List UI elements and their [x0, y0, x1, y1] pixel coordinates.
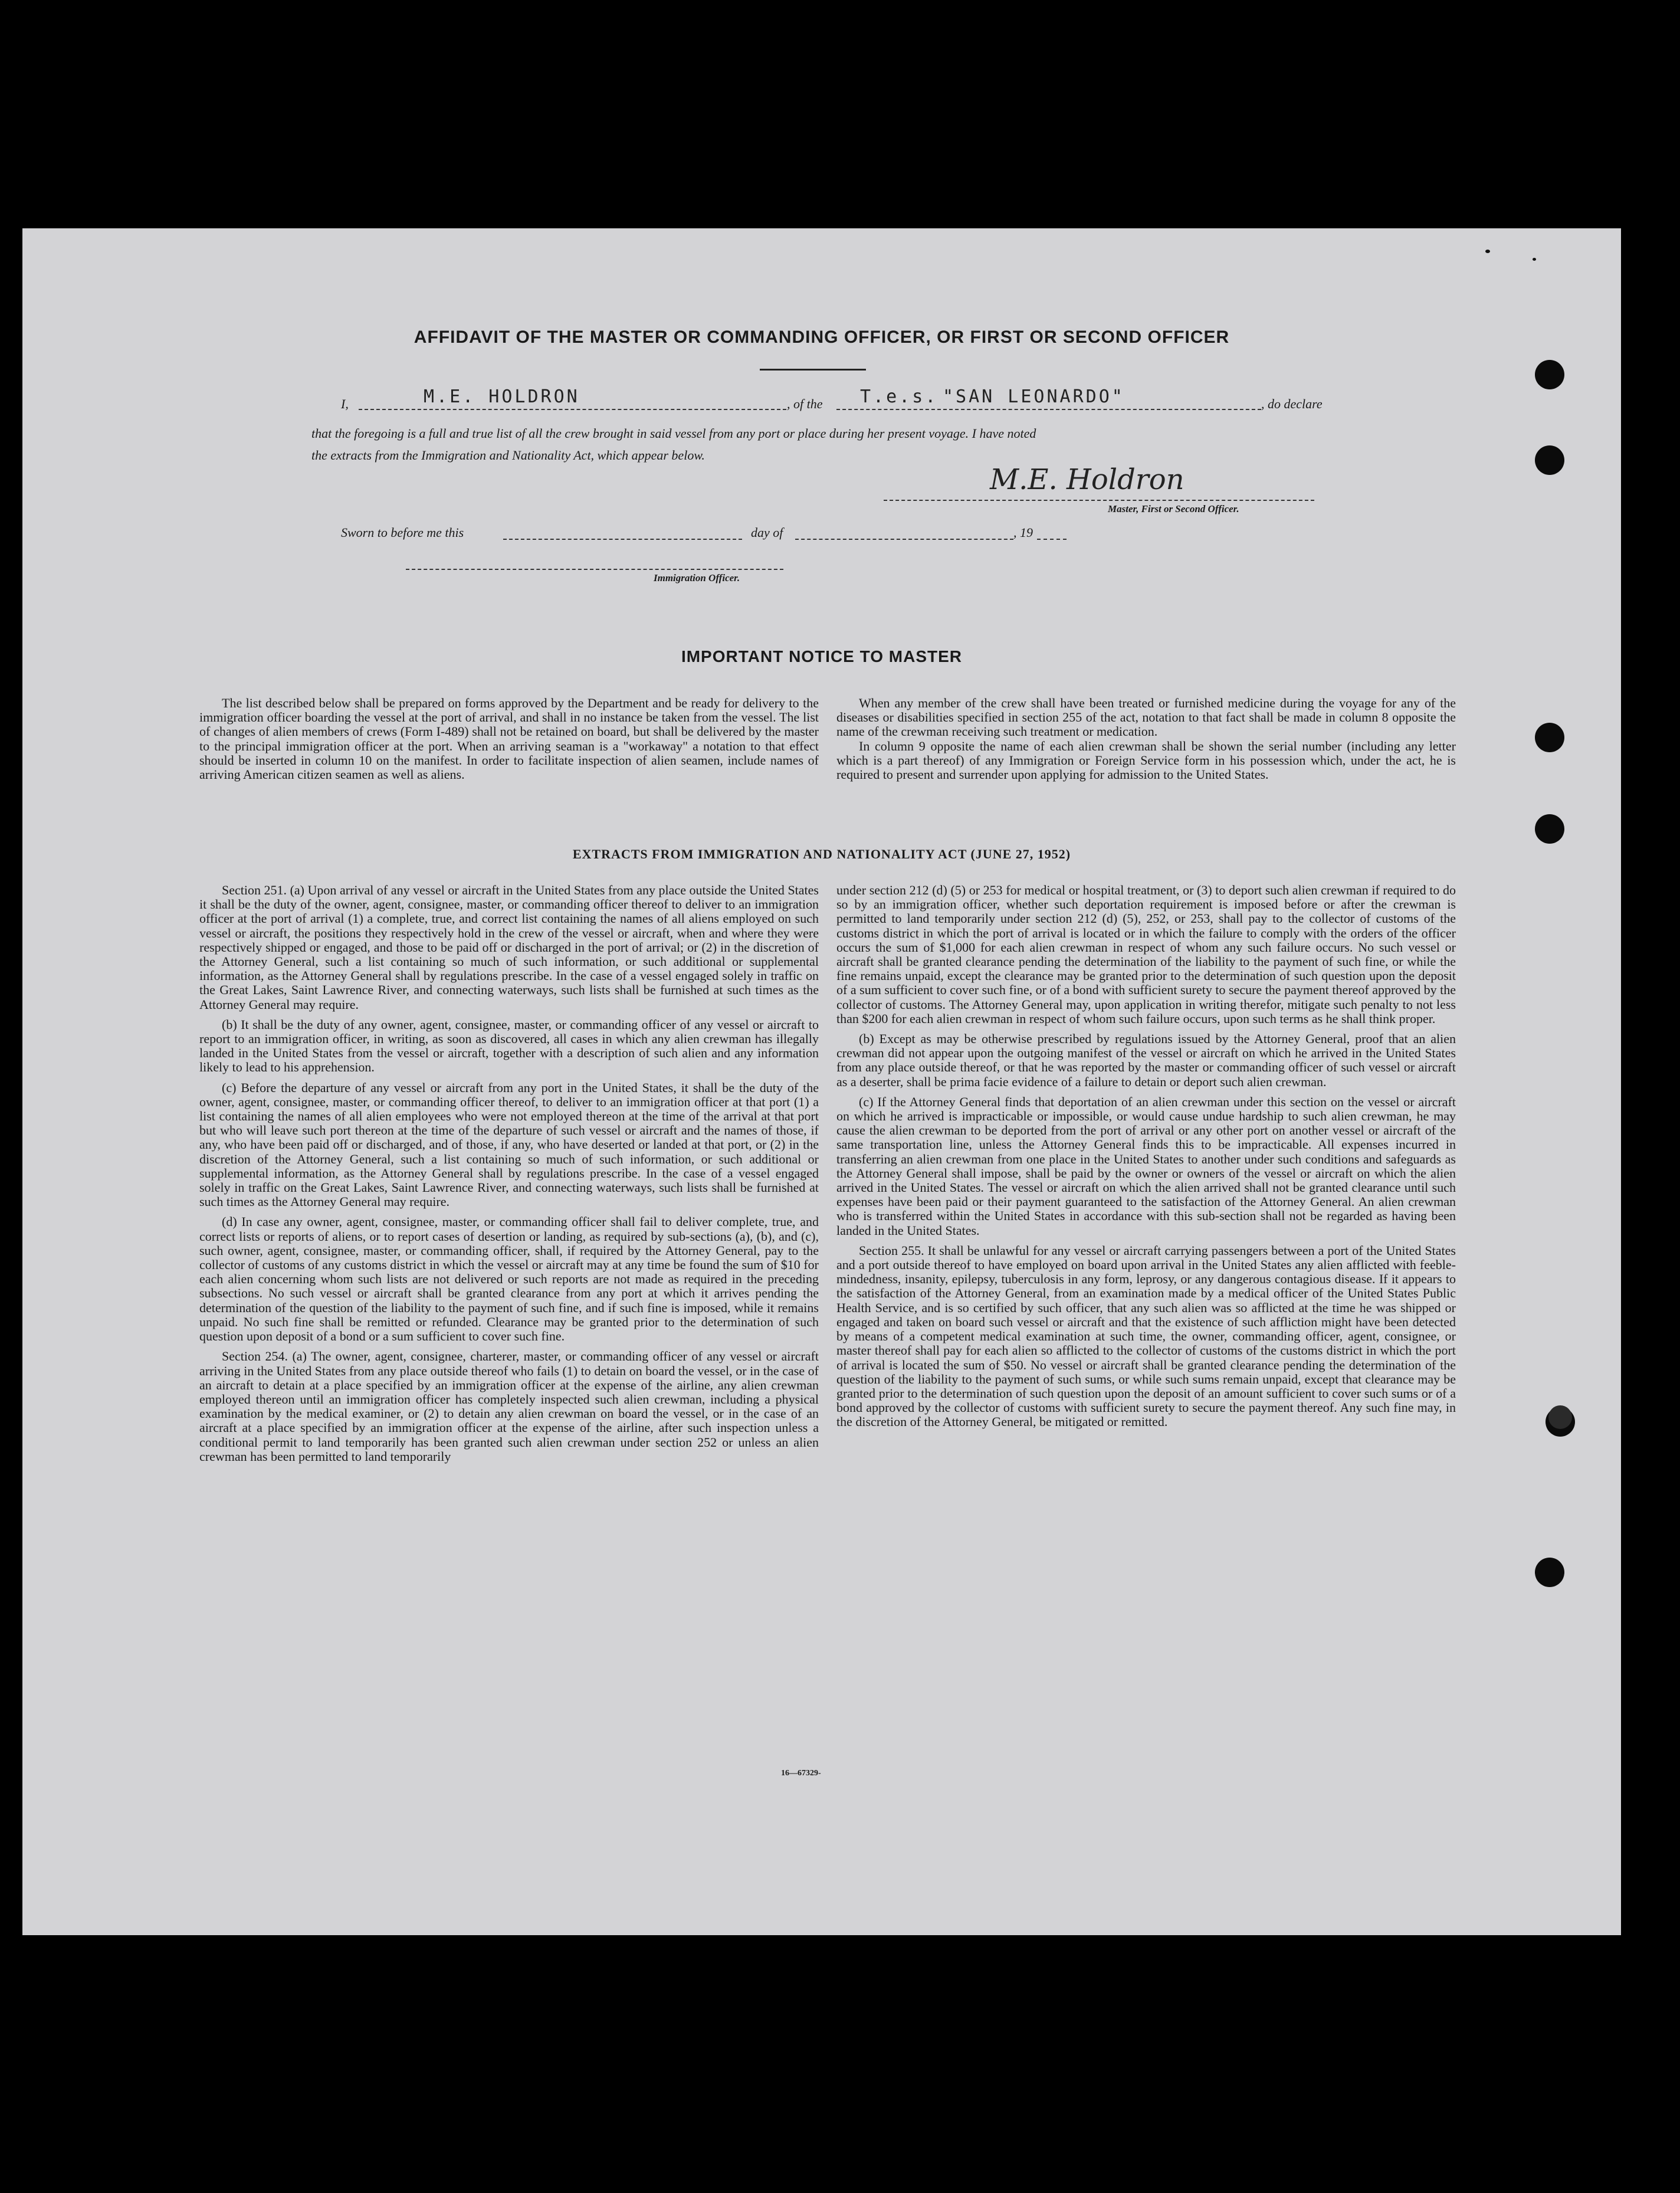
sworn-year-line: [1037, 539, 1067, 540]
affidavit-title: AFFIDAVIT OF THE MASTER OR COMMANDING OFFICER, OR FIRST OR SECOND OFFICER: [414, 327, 1230, 347]
sworn-label: Sworn to before me this: [341, 525, 464, 540]
notice-left-column: [199, 696, 819, 782]
extracts-title: EXTRACTS FROM IMMIGRATION AND NATIONALITY ACT (JUNE 27, 1952): [572, 847, 1071, 861]
binder-hole: [1535, 1558, 1564, 1587]
master-name: M.E. HOLDRON: [424, 386, 580, 407]
binder-hole: [1535, 723, 1564, 752]
officer-caption: Immigration Officer.: [654, 572, 740, 584]
section-254-b: (b) Except as may be otherwise prescribed by regulations issued by the Attorney General, proof that an alien crewman did not appear upon the outgoing manifest of the vessel or aircraft on which he arrived in the United States from any place outside thereof, or that he was reported by the master or commanding officer of such vessel or aircraft as a deserter, shall be prima facie evidence of a failure to detain or deport such alien crewman.: [836, 1031, 1456, 1089]
sworn-month-line: [795, 539, 1013, 540]
binder-hole: [1535, 445, 1564, 475]
declaration-line-3: the extracts from the Immigration and Nationality Act, which appear below.: [311, 448, 705, 463]
notice-right-paragraph-2: In column 9 opposite the name of each alien crewman shall be shown the serial number (including any letter which is a part thereof) of any Immigration or Foreign Service form in his possession which, under the act, he is required to present and surrender upon applying for admission to the United States.: [836, 738, 1456, 782]
binder-hole: [1548, 1405, 1572, 1429]
notice-title: IMPORTANT NOTICE TO MASTER: [681, 647, 963, 666]
declaration-line-2: that the foregoing is a full and true list of all the crew brought in said vessel from any port or place during her present voyage. I have noted: [311, 426, 1036, 441]
section-254-a: Section 254. (a) The owner, agent, consignee, charterer, master, or commanding officer of any vessel or aircraft arriving in the United States from any place outside thereof who fails (1) to detain on board the vessel, or in the case of an aircraft to detain at a place specified by an immigration officer at the expense of the airline, any alien crewman employed thereon until an immigration officer has completely inspected such alien crewman, including a physical examination by the medical examiner, or (2) to detain any alien crewman on board the vessel, or in the case of an aircraft at a place specified by an immigration officer at the expense of the airline, after such inspection unless a conditional permit to land temporarily has been granted such alien crewman under section 252 or unless an alien crewman has been permitted to land temporarily: [199, 1349, 819, 1464]
form-code: 16—67329-: [781, 1769, 821, 1778]
vessel-line: [836, 409, 1261, 410]
speck-mark: [1485, 250, 1490, 253]
vessel-type: T.e.s.: [860, 386, 939, 407]
do-declare-label: , do declare: [1261, 396, 1323, 411]
binder-hole: [1535, 360, 1564, 389]
section-254-a-continued: under section 212 (d) (5) or 253 for medical or hospital treatment, or (3) to deport such alien crewman if required to do so by an immigration officer, whether such deportation requirement is imposed before or after the crewman is permitted to land temporarily under section 212 (d) (5), 252, or 253, shall pay to the collector of customs of the customs district in which the port of arrival is located or in which the failure to comply with the orders of the officer occurs the sum of $1,000 for each alien crewman in respect of whom any such failure occurs. No such vessel or aircraft shall be granted clearance pending the determination of the liability to the payment of such fine, or while the fine remains unpaid, except the clearance may be granted prior to the determination of such question upon the deposit of a sum sufficient to cover such fine, or of a bond with sufficient surety to secure the payment thereof approved by the collector of customs. The Attorney General may, upon application in writing therefor, mitigate such penalty to not less than $200 for each alien crewman in respect of whom such failure occurs, upon such terms as he shall think proper.: [836, 883, 1456, 1026]
day-of-label: day of: [751, 525, 783, 540]
form-page: [22, 228, 1621, 1935]
notice-left-paragraph: The list described below shall be prepared on forms approved by the Department and be ready for delivery to the immigration officer boarding the vessel at the port of arrival, and shall in no instance be taken from the vessel. The list of changes of alien members of crews (Form I-489) shall not be retained on board, but shall be delivered by the master to the principal immigration officer at the port. When an arriving seaman is a "workaway" a notation to that effect should be inserted in column 10 on the manifest. In order to facilitate inspection of alien seamen, include names of arriving American citizen seamen as well as aliens.: [199, 696, 819, 782]
declaration-prefix: I,: [341, 396, 349, 411]
extracts-left-column: [199, 883, 819, 1464]
title-underline: [760, 369, 866, 371]
notice-right-column: [836, 696, 1456, 782]
year-label: , 19: [1013, 525, 1033, 540]
section-251-d: (d) In case any owner, agent, consignee, master, or commanding officer shall fail to deliver complete, true, and correct lists or reports of aliens, or to report cases of desertion or landing, as required by sub-sections (a), (b), and (c), such owner, agent, consignee, master, or commanding officer, shall, if required by the Attorney General, pay to the collector of customs of any customs district in which the vessel or aircraft may at any time be found the sum of $10 for each alien concerning whom such lists are not delivered or such reports are not made as required in the preceding subsections. No such vessel or aircraft shall be granted clearance from any port at which it arrives pending the determination of the question of the liability to the payment of such fine, and if such fine is imposed, while it remains unpaid. No such fine shall be remitted or refunded. Clearance may be granted prior to the determination of such question upon deposit of a bond or a sum sufficient to cover such fine.: [199, 1214, 819, 1344]
signature-caption: Master, First or Second Officer.: [1108, 503, 1239, 514]
section-251-a: Section 251. (a) Upon arrival of any vessel or aircraft in the United States from any place outside the United States it shall be the duty of the owner, agent, consignee, master, or commanding officer thereof to deliver to an immigration officer at the port of arrival (1) a complete, true, and correct list containing the names of all aliens employed on such vessel or aircraft, the positions they respectively hold in the crew of the vessel or aircraft, when and where they were respectively shipped or engaged, and those to be paid off or discharged in the port of arrival; or (2) in the discretion of the Attorney General, such a list containing so much of such information, or such additional or supplemental information, as the Attorney General shall by regulations prescribe. In the case of a vessel engaged solely in traffic on the Great Lakes, Saint Lawrence River, and connecting waterways, such lists shall be furnished at such times as the Attorney General may require.: [199, 883, 819, 1012]
extracts-right-column: [836, 883, 1456, 1430]
speck-mark: [1533, 258, 1536, 261]
section-251-c: (c) Before the departure of any vessel or aircraft from any port in the United States, it shall be the duty of the owner, agent, consignee, master, or commanding officer thereof, to deliver to an immigration officer at that port (1) a list containing the names of all alien employees who were not employed thereon at the time of the arrival at that port but who will leave such port thereon at the time of the departure of such vessel or aircraft and the names of those, if any, who have been paid off or discharged, and of those, if any, who have deserted or landed at that port, or (2) in the discretion of the Attorney General, such a list containing so much of such information, or such additional or supplemental information, as the Attorney General shall by regulations prescribe. In the case of a vessel engaged solely in traffic on the Great Lakes, Saint Lawrence River, and connecting waterways, such lists shall be furnished at such times as the Attorney General may require.: [199, 1080, 819, 1209]
notice-right-paragraph-1: When any member of the crew shall have been treated or furnished medicine during the voyage for any of the diseases or disabilities specified in section 255 of the act, notation to that fact shall be made in column 8 opposite the name of the crewman receiving such treatment or medication.: [836, 696, 1456, 739]
section-254-c: (c) If the Attorney General finds that deportation of an alien crewman under this section on the vessel or aircraft on which he arrived is impracticable or impossible, or would cause undue hardship to such alien crewman, he may cause the alien crewman to be deported from the port of arrival or any other port on another vessel or aircraft of the same transportation line, unless the Attorney General finds this to be impracticable. All expenses incurred in transferring an alien crewman from one place in the United States to another under such conditions and safeguards as the Attorney General shall impose, shall be paid by the owner or owners of the vessel or aircraft on which the alien arrived in the United States. The vessel or aircraft on which the alien arrived shall not be granted clearance until such expenses have been paid or their payment guaranteed to the satisfaction of the Attorney General. An alien crewman who is transferred within the United States in accordance with this sub-section shall not be regarded as having been landed in the United States.: [836, 1094, 1456, 1238]
section-251-b: (b) It shall be the duty of any owner, agent, consignee, master, or commanding officer of any vessel or aircraft to report to an immigration officer, in writing, as soon as discovered, all cases in which any alien crewman has illegally landed in the United States from the vessel or aircraft, together with a description of such alien and any information likely to lead to his apprehension.: [199, 1017, 819, 1075]
officer-line: [406, 569, 783, 570]
name-line: [359, 409, 786, 410]
vessel-name: "SAN LEONARDO": [943, 386, 1125, 407]
sworn-day-line: [503, 539, 742, 540]
binder-hole: [1535, 814, 1564, 844]
signature-line: [884, 500, 1314, 501]
of-the-label: , of the: [787, 396, 823, 411]
section-255: Section 255. It shall be unlawful for any vessel or aircraft carrying passengers between a port of the United States and a port outside thereof to have employed on board upon arrival in the United States any alien afflicted with feeble-mindedness, insanity, epilepsy, tuberculosis in any form, leprosy, or any dangerous contagious disease. If it appears to the satisfaction of the Attorney General, from an examination made by a medical officer of the United States Public Health Service, and is so certified by such officer, that any such alien was so afflicted at the time he was shipped or engaged and taken on board such vessel or aircraft and that the existence of such affliction might have been detected by means of a competent medical examination at such time, the owner, commanding officer, agent, consignee, or master thereof shall pay for each alien so afflicted to the collector of customs of the customs district in which the port of arrival is located the sum of $50. No vessel or aircraft shall be granted clearance pending the determination of the question of the liability to the payment of such sums, or while such sums remain unpaid, except that clearance may be granted prior to the determination of such question upon the deposit of an amount sufficient to cover such sums or of a bond approved by the collector of customs with sufficient surety to secure the payment thereof. Any such fine may, in the discretion of the Attorney General, be mitigated or remitted.: [836, 1243, 1456, 1430]
master-signature: M.E. Holdron: [990, 463, 1184, 496]
